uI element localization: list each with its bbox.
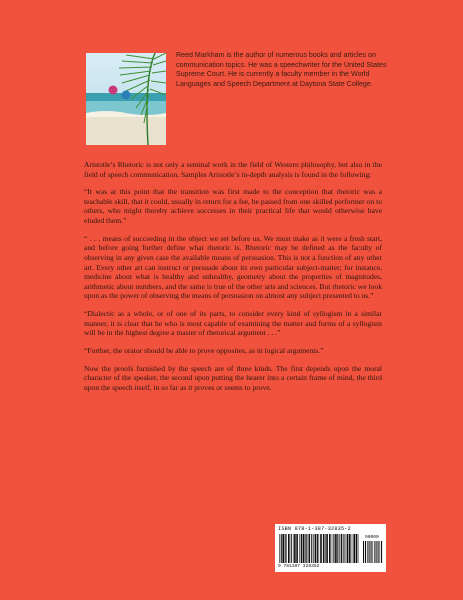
blue-ornament (122, 91, 131, 100)
quote-paragraph: “Dialectic as a whole, or of one of its parts, to consider every kind of syllogism in a similar manner, it is clear that he who is most capable of examining the matter and forms of a syllogism will be in the highest degree a master of rhetorical argument . . .” (84, 309, 382, 338)
paragraph: Aristotle’s Rhetoric is not only a seminal work in the field of Western philosophy, but also in the field of speech communication. Samples Aristotle’s in-depth analysis is found in the following: (84, 160, 382, 179)
back-cover-text (84, 160, 382, 401)
quote-paragraph: “It was at this point that the transition was first made to the conception that rhetoric was a teachable skill, that it could, usually in return for a fee, be passed from one skilled performer on to others, who might thereby achieve successes in their practical life that would otherwise have eluded them.” (84, 187, 382, 226)
barcode-digits: 9 781387 328352 (278, 564, 320, 569)
isbn-label: ISBN 978-1-387-32835-2 (278, 526, 351, 532)
beach-palm-image (86, 53, 166, 145)
quote-paragraph: “Further, the orator should be able to prove opposites, as in logical arguments.” (84, 345, 324, 355)
price-code: 90000 (365, 535, 379, 540)
paragraph: Now the proofs furnished by the speech are of three kinds. The first depends upon the moral character of the speaker, the second upon putting the hearer into a certain frame of mind, the third upon the speech itself, in so far as it proves or seems to prove. (84, 363, 382, 392)
author-bio: Reed Markham is the author of numerous books and articles on communication topics. He was a speechwriter for the United States Supreme Court. He is currently a faculty member in the World Languages and Speech Department at Daytona State College. (176, 51, 387, 88)
quote-paragraph: “ . . . means of succeeding in the object we set before us. We must make as it were a fresh start, and before going further define what rhetoric is. Rhetoric may be defined as the faculty of observing in any given case the available means of persuasion. This is not a function of any other art. Every other art can instruct or persuade about its own particular subject-matter; for instance, medicine about what is healthy and unhealthy, geometry about the properties of magnitudes, arithmetic about numbers, and the same is true of the other arts and sciences. But rhetoric we look upon as the power of observing the means of persuasion on almost any subject presented to us.” (84, 233, 382, 301)
author-photo (86, 53, 166, 145)
barcode (275, 524, 386, 572)
pink-ornament (109, 86, 118, 95)
